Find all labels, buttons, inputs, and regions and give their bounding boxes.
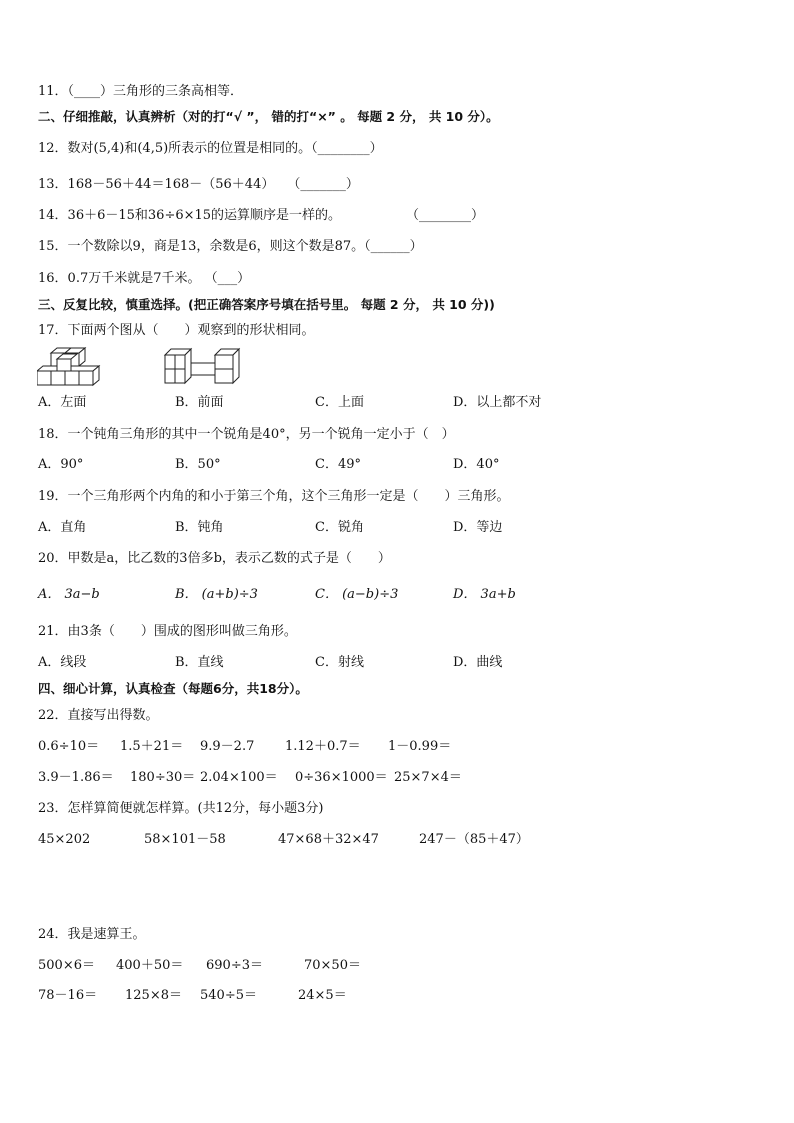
calc-item: 690÷3＝ bbox=[206, 958, 263, 973]
question-12: 12．数对(5,4)和(4,5)所表示的位置是相同的。（________） bbox=[38, 141, 383, 156]
section-2-header: 二、仔细推敲，认真辨析（对的打“√ ”， 错的打“×” 。 每题 2 分， 共 10 分）。 bbox=[38, 109, 499, 124]
question-13: 13．168－56＋44＝168－（56＋44） （_______） bbox=[38, 177, 359, 192]
option-c[interactable]: C．锐角 bbox=[315, 520, 364, 535]
option-a[interactable]: A．线段 bbox=[38, 655, 87, 670]
option-c[interactable]: C． (a−b)÷3 bbox=[315, 587, 399, 602]
option-a[interactable]: A． 3a−b bbox=[38, 587, 100, 602]
cube-figure-right bbox=[163, 347, 241, 387]
option-b[interactable]: B．钝角 bbox=[175, 520, 224, 535]
question-16: 16．0.7万千米就是7千米。 （___） bbox=[38, 271, 251, 286]
question-21-stem: 21．由3条（ ）围成的图形叫做三角形。 bbox=[38, 624, 297, 639]
question-24-stem: 24．我是速算王。 bbox=[38, 927, 146, 942]
question-17-stem: 17．下面两个图从（ ）观察到的形状相同。 bbox=[38, 323, 315, 338]
option-c[interactable]: C．49° bbox=[315, 457, 361, 472]
calc-item: 3.9－1.86＝ bbox=[38, 770, 114, 785]
calc-item: 78－16＝ bbox=[38, 988, 98, 1003]
question-19-stem: 19．一个三角形两个内角的和小于第三个角，这个三角形一定是（ ）三角形。 bbox=[38, 489, 510, 504]
calc-item: 247－（85＋47） bbox=[419, 832, 529, 847]
section-3-header: 三、反复比较，慎重选择。(把正确答案序号填在括号里。 每题 2 分， 共 10 分)) bbox=[38, 297, 495, 312]
calc-item: 400＋50＝ bbox=[116, 958, 184, 973]
question-20-stem: 20．甲数是a，比乙数的3倍多b，表示乙数的式子是（ ） bbox=[38, 551, 391, 566]
calc-item: 180÷30＝ bbox=[130, 770, 196, 785]
option-c[interactable]: C．射线 bbox=[315, 655, 364, 670]
question-14: 14．36＋6－15和36÷6×15的运算顺序是一样的。 （________） bbox=[38, 208, 485, 223]
question-15: 15．一个数除以9，商是13，余数是6，则这个数是87。（______） bbox=[38, 239, 423, 254]
calc-item: 0÷36×1000＝ bbox=[295, 770, 388, 785]
calc-item: 1.5＋21＝ bbox=[120, 739, 184, 754]
calc-item: 47×68＋32×47 bbox=[278, 832, 379, 847]
option-d[interactable]: D． 3a+b bbox=[453, 587, 516, 602]
calc-item: 58×101－58 bbox=[144, 832, 226, 847]
calc-item: 1－0.99＝ bbox=[388, 739, 452, 754]
calc-item: 25×7×4＝ bbox=[394, 770, 462, 785]
calc-item: 125×8＝ bbox=[125, 988, 182, 1003]
option-c[interactable]: C．上面 bbox=[315, 395, 364, 410]
option-d[interactable]: D．等边 bbox=[453, 520, 503, 535]
calc-item: 9.9－2.7 bbox=[200, 739, 255, 754]
option-a[interactable]: A．左面 bbox=[38, 395, 87, 410]
cube-figure-left bbox=[37, 347, 107, 387]
calc-item: 2.04×100＝ bbox=[200, 770, 278, 785]
question-23-stem: 23．怎样算简便就怎样算。(共12分，每小题3分) bbox=[38, 801, 324, 816]
option-a[interactable]: A．90° bbox=[38, 457, 84, 472]
calc-item: 45×202 bbox=[38, 832, 91, 847]
calc-item: 1.12＋0.7＝ bbox=[285, 739, 361, 754]
question-11: 11．（____）三角形的三条高相等． bbox=[38, 84, 244, 99]
option-b[interactable]: B．直线 bbox=[175, 655, 224, 670]
section-4-header: 四、细心计算，认真检查（每题6分，共18分）。 bbox=[38, 681, 308, 696]
option-b[interactable]: B． (a+b)÷3 bbox=[175, 587, 258, 602]
question-18-stem: 18．一个钝角三角形的其中一个锐角是40°，另一个锐角一定小于（ ） bbox=[38, 427, 455, 442]
option-a[interactable]: A．直角 bbox=[38, 520, 87, 535]
question-22-stem: 22．直接写出得数。 bbox=[38, 708, 159, 723]
calc-item: 500×6＝ bbox=[38, 958, 95, 973]
calc-item: 24×5＝ bbox=[298, 988, 347, 1003]
calc-item: 540÷5＝ bbox=[200, 988, 257, 1003]
option-d[interactable]: D．40° bbox=[453, 457, 500, 472]
option-d[interactable]: D．曲线 bbox=[453, 655, 503, 670]
option-d[interactable]: D．以上都不对 bbox=[453, 395, 542, 410]
option-b[interactable]: B．50° bbox=[175, 457, 221, 472]
calc-item: 70×50＝ bbox=[304, 958, 361, 973]
option-b[interactable]: B．前面 bbox=[175, 395, 224, 410]
calc-item: 0.6÷10＝ bbox=[38, 739, 100, 754]
